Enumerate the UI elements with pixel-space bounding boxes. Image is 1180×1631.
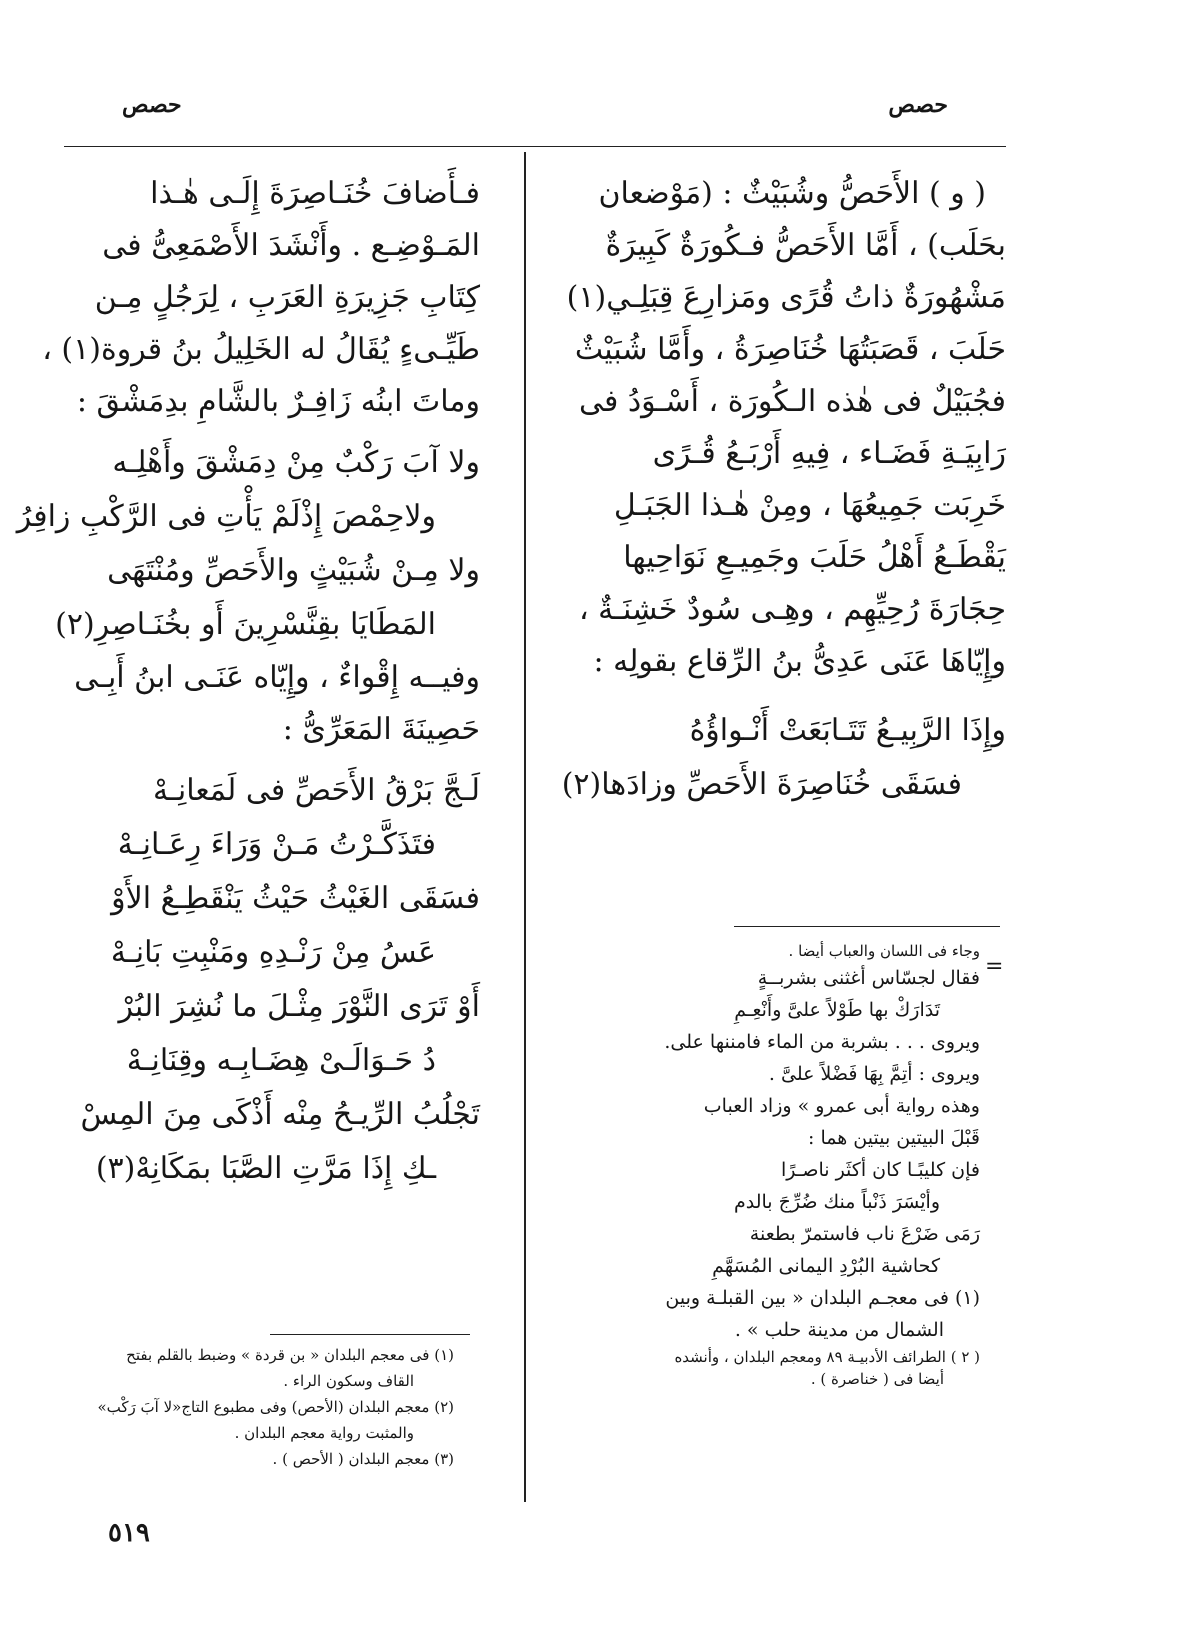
footnote-1: (١) فى معجـم البلدان « بين القبلـة وبين — [665, 1287, 980, 1309]
text-line: بحَلَب) ، أَمَّا الأَحَصُّ فـكُورَةٌ كَبِيرَةٌ — [605, 228, 1006, 263]
header-entry-left: حصص — [122, 92, 182, 118]
verse-line: ـكِ إِذَا مَرَّتِ الصَّبَا بمَكَانِهْ(٣) — [95, 1151, 436, 1186]
verse-line: فسَقَى الغَيْثُ حَيْثُ يَنْقَطِـعُ الأَوْ — [111, 881, 480, 916]
right-footnotes — [560, 940, 980, 1390]
text-line: وماتَ ابنُه زَافِـرٌ بالشَّامِ بدِمَشْقَ : — [76, 384, 480, 419]
text-line: خَرِبَت جَمِيعُهَا ، ومِنْ هٰـذا الجَبَـلِ — [613, 488, 1006, 523]
verse-line: وإِذَا الرَّبِيـعُ تَتَـابَعَتْ أَنْـواؤُهُ — [689, 713, 1006, 748]
verse-line: فتَذَكَّـرْتُ مَـنْ وَرَاءَ رِعَـانِـهْ — [117, 827, 436, 862]
footnote-line: قَبْلَ البيتين بيتين هما : — [808, 1127, 980, 1149]
text-line: كِتَابِ جَزِيرَةِ العَرَبِ ، لِرَجُلٍ مِـن — [94, 280, 480, 315]
footnote-line: الشمال من مدينة حلب » . — [734, 1319, 944, 1341]
text-line: المَـوْضِـع . وأَنْشَدَ الأَصْمَعِىُّ فى — [102, 228, 480, 263]
left-column — [16, 168, 480, 1196]
footnote-line: فقال لجسّاس أغثنى بشربــةٍ — [757, 967, 980, 989]
verse-line: ولاحِمْصَ إِذْلَمْ يَأْتِ فى الرَّكْبِ زافِرُ — [16, 499, 436, 534]
footnote-line: والمثبت رواية معجم البلدان . — [234, 1424, 414, 1442]
header-entry-right: حصص — [888, 92, 948, 118]
text-line: حَصِينَةَ المَعَرِّىُّ : — [282, 712, 480, 747]
continuation-marker: = — [985, 954, 1004, 979]
verse-line: المَطَايَا بقِنَّسْرِينَ أَو بخُنَـاصِرِ(٢) — [55, 607, 436, 642]
footnote-line: فإن كليبًـا كان أكثَر ناصـرًا — [780, 1159, 980, 1181]
footnote-line: وجاء فى اللسان والعباب أيضا . — [788, 942, 980, 960]
left-footnotes — [54, 1342, 454, 1472]
footnote-2: (٢) معجم البلدان (الأحص) وفى مطبوع التاج«لا آبَ رَكْب» — [97, 1398, 454, 1416]
footnote-line: ويروى . . . بشربة من الماء فامننها على. — [664, 1031, 980, 1053]
text-line: فجُبَيْلٌ فى هٰذه الـكُورَة ، أَسْـوَدُ فى — [578, 384, 1006, 419]
footnote-line: أيضا فى ( خناصرة ) . — [810, 1370, 944, 1388]
text-line: يَقْطَـعُ أَهْلُ حَلَبَ وجَمِيـعِ نَوَاحِيها — [623, 540, 1006, 575]
text-line: طَيِّـىءٍ يُقَالُ له الخَلِيلُ بنُ قروة(١) ، — [42, 332, 480, 367]
text-line: رَابِيَـةِ فَضَـاء ، فِيهِ أَرْبَـعُ قُـرًى — [652, 436, 1006, 471]
text-line: وإِيّاهَا عَنَى عَدِىُّ بنُ الرِّقاع بقولِه : — [593, 644, 1006, 679]
verse-line: تَجْلُبُ الرِّيـحُ مِنْه أَذْكَى مِنَ المِسْ — [80, 1097, 480, 1132]
verse-line: لَـجَّ بَرْقُ الأَحَصِّ فى لَمَعانِـهْ — [152, 773, 480, 808]
footnote-line: القاف وسكون الراء . — [283, 1372, 414, 1390]
footnote-3: (٣) معجم البلدان ( الأحص ) . — [272, 1450, 454, 1468]
footnote-2: ( ٢ ) الطرائف الأدبيـة ٨٩ ومعجم البلدان ، وأنشده — [674, 1348, 980, 1366]
header-rule — [64, 146, 1006, 147]
footnote-line: تَدَارَكْ بها طَوْلاً علىَّ وأَنْعِـمِ — [734, 999, 940, 1021]
footnote-line: وأيْسَرَ ذَنْباً منك ضُرِّجَ بالدم — [733, 1191, 940, 1213]
verse-line: دُ حَـوَالَـىْ هِضَـابِـه وقِنَانِـهْ — [126, 1043, 436, 1078]
footnote-line: كحاشية البُرْدِ اليمانى المُسَهَّمِ — [712, 1255, 940, 1277]
verse-line: أَوْ تَرَى النَّوْرَ مِثْـلَ ما نُشِرَ البُرْ — [118, 989, 480, 1024]
text-line: مَشْهُورَةٌ ذاتُ قُرًى ومَزارِعَ قِبَلِـي(١) — [566, 280, 1006, 315]
column-divider — [524, 152, 526, 1502]
text-line: وفيــه إِقْواءٌ ، وإِيّاه عَنَـى ابنُ أَبِـى — [74, 660, 480, 695]
footnote-1: (١) فى معجم البلدان « بن قردة » وضبط بالقلم بفتح — [126, 1346, 454, 1364]
footnote-rule-left — [270, 1334, 470, 1335]
text-line: ( و ) الأَحَصُّ وشُبَيْثٌ : (مَوْضعان — [598, 176, 986, 211]
verse-line: فسَقَى خُنَاصِرَةَ الأَحَصِّ وزادَها(٢) — [561, 767, 962, 802]
text-line: حِجَارَةَ رُحِيِّهِم ، وهِـى سُودٌ خَشِنَـةٌ ، — [578, 592, 1006, 627]
verse-line: عَسُ مِنْ رَنْـدِهِ ومَنْبِتِ بَانِـهْ — [110, 935, 436, 970]
footnote-line: رَمَى ضَرْعَ ناب فاستمرّ بطعنة — [749, 1223, 980, 1245]
footnote-rule-right — [734, 926, 1000, 927]
right-column — [561, 168, 1006, 812]
text-line: حَلَبَ ، قَصَبَتُهَا خُنَاصِرَةُ ، وأَمَّا شُبَيْثٌ — [574, 332, 1006, 367]
footnote-line: ويروى : أتِمَّ بِهَا فَضْلاً علىَّ . — [768, 1063, 980, 1085]
verse-line: ولا مِـنْ شُبَيْثٍ والأَحَصِّ ومُنْتَهَى — [107, 553, 480, 588]
text-line: فـأَضافَ خُنَـاصِرَةَ إِلَـى هٰـذا — [150, 176, 480, 211]
footnote-line: وهذه رواية أبى عمرو » وزاد العباب — [703, 1095, 980, 1117]
page-number: ٥١٩ — [108, 1518, 150, 1548]
verse-line: ولا آبَ رَكْبٌ مِنْ دِمَشْقَ وأَهْلِـه — [112, 445, 480, 480]
